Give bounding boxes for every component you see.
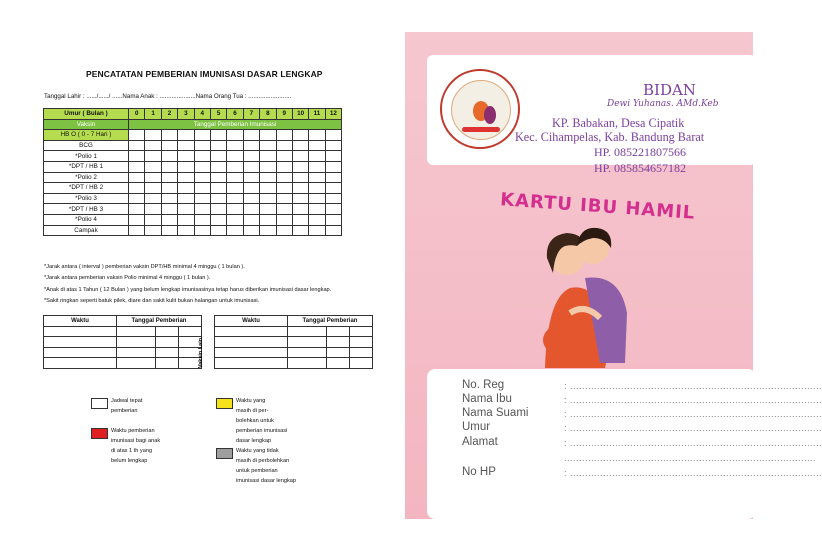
vaccine-name: Campak xyxy=(44,225,129,236)
entry-cell[interactable] xyxy=(117,347,156,358)
vaccine-row xyxy=(44,151,342,162)
entry-cell[interactable] xyxy=(288,358,327,369)
date-cell[interactable] xyxy=(292,151,308,162)
waktu-header: Waktu xyxy=(44,316,117,327)
form-field-line[interactable]: : .................................................................................... xyxy=(564,409,822,419)
address-line-2: Kec. Cihampelas, Kab. Bandung Barat xyxy=(515,130,705,144)
date-cell[interactable] xyxy=(243,130,259,141)
date-cell[interactable] xyxy=(129,225,145,236)
date-cell[interactable] xyxy=(129,151,145,162)
form-field-line[interactable]: .................................................................................... xyxy=(564,453,817,463)
vaccine-name: *Polio 1 xyxy=(44,151,129,162)
vaccine-row xyxy=(44,214,342,225)
date-cell[interactable] xyxy=(194,204,210,215)
date-cell[interactable] xyxy=(161,225,177,236)
waktu-header: Waktu xyxy=(215,316,288,327)
date-cell[interactable] xyxy=(260,151,276,162)
date-cell[interactable] xyxy=(178,214,194,225)
month-header-4: 4 xyxy=(194,109,210,120)
date-cell[interactable] xyxy=(227,225,243,236)
date-cell[interactable] xyxy=(243,140,259,151)
entry-cell[interactable] xyxy=(44,358,117,369)
date-cell[interactable] xyxy=(227,161,243,172)
child-info-fields: Tanggal Lahir : ....../....../ ......Nama Anak : .....................Nama Orang Tua : ......................... xyxy=(44,93,292,100)
card-title: KARTU IBU HAMIL xyxy=(499,189,696,224)
notes-list xyxy=(44,262,331,307)
note-item: *Jarak antara pemberian vaksin Polio minimal 4 minggu ( 1 bulan ). xyxy=(44,275,211,282)
entry-cell[interactable] xyxy=(350,326,373,337)
date-cell[interactable] xyxy=(325,214,341,225)
date-cell[interactable] xyxy=(210,193,226,204)
date-cell[interactable] xyxy=(227,204,243,215)
date-cell[interactable] xyxy=(227,140,243,151)
vaccine-row xyxy=(44,183,342,194)
date-cell[interactable] xyxy=(309,183,325,194)
entry-cell[interactable] xyxy=(350,347,373,358)
vaccine-row xyxy=(44,140,342,151)
month-header-12: 12 xyxy=(325,109,341,120)
date-cell[interactable] xyxy=(227,151,243,162)
note-item: *Jarak antara ( interval ) pemberian vaksin DPT/HB minimal 4 minggu ( 1 bulan ). xyxy=(44,264,245,270)
date-cell[interactable] xyxy=(292,193,308,204)
entry-cell[interactable] xyxy=(215,337,288,348)
date-cell[interactable] xyxy=(325,225,341,236)
date-cell[interactable] xyxy=(194,193,210,204)
date-cell[interactable] xyxy=(210,161,226,172)
date-cell[interactable] xyxy=(129,214,145,225)
form-label: Umur xyxy=(462,421,491,433)
date-cell[interactable] xyxy=(145,193,161,204)
bidan-title: BIDAN xyxy=(643,81,696,99)
date-cell[interactable] xyxy=(260,172,276,183)
entry-cell[interactable] xyxy=(288,337,327,348)
month-header-0: 0 xyxy=(129,109,145,120)
vaccine-row xyxy=(44,204,342,215)
vaccine-name: *Polio 2 xyxy=(44,172,129,183)
date-cell[interactable] xyxy=(260,193,276,204)
date-cell[interactable] xyxy=(161,161,177,172)
date-cell[interactable] xyxy=(210,140,226,151)
date-cell[interactable] xyxy=(243,214,259,225)
date-cell[interactable] xyxy=(325,172,341,183)
date-cell[interactable] xyxy=(145,183,161,194)
date-cell[interactable] xyxy=(309,151,325,162)
date-cell[interactable] xyxy=(325,161,341,172)
form-label: No. Reg xyxy=(462,379,505,391)
entry-cell[interactable] xyxy=(117,358,156,369)
entry-cell[interactable] xyxy=(327,358,350,369)
other-vaccine-table-right xyxy=(214,315,373,369)
date-cell[interactable] xyxy=(260,161,276,172)
month-header-6: 6 xyxy=(227,109,243,120)
vaccine-row xyxy=(44,225,342,236)
legend-label: Waktu yang tidak masih di perbolehkan untuk pemberian imunisasi dasar lengkap xyxy=(236,448,297,484)
legend-swatch xyxy=(216,448,233,459)
date-cell[interactable] xyxy=(161,214,177,225)
date-cell[interactable] xyxy=(145,140,161,151)
date-cell[interactable] xyxy=(129,140,145,151)
date-cell[interactable] xyxy=(194,183,210,194)
date-cell[interactable] xyxy=(129,193,145,204)
entry-cell[interactable] xyxy=(327,347,350,358)
immunization-record-page xyxy=(0,0,405,543)
couple-illustration xyxy=(525,218,635,363)
date-cell[interactable] xyxy=(178,193,194,204)
table-row xyxy=(44,326,202,337)
form-label: No HP xyxy=(462,466,496,478)
form-label: Nama Ibu xyxy=(462,393,512,405)
date-cell[interactable] xyxy=(309,225,325,236)
date-cell[interactable] xyxy=(292,130,308,141)
month-header-11: 11 xyxy=(309,109,325,120)
entry-cell[interactable] xyxy=(156,358,179,369)
entry-cell[interactable] xyxy=(156,347,179,358)
date-cell[interactable] xyxy=(194,151,210,162)
date-cell[interactable] xyxy=(227,183,243,194)
vaccine-row xyxy=(44,130,342,141)
date-cell[interactable] xyxy=(243,225,259,236)
date-cell[interactable] xyxy=(178,225,194,236)
date-cell[interactable] xyxy=(210,130,226,141)
date-cell[interactable] xyxy=(325,204,341,215)
date-cell[interactable] xyxy=(161,140,177,151)
midwife-name: Dewi Yuhanas. AMd.Keb xyxy=(607,99,719,109)
date-cell[interactable] xyxy=(145,204,161,215)
date-cell[interactable] xyxy=(292,214,308,225)
date-cell[interactable] xyxy=(292,161,308,172)
vaccine-row xyxy=(44,161,342,172)
phone-2: HP. 085854657182 xyxy=(594,161,687,175)
date-cell[interactable] xyxy=(276,225,292,236)
date-cell[interactable] xyxy=(161,183,177,194)
form-field-line[interactable]: : .................................................................................... xyxy=(564,395,822,405)
form-label: Alamat xyxy=(462,436,498,448)
date-cell[interactable] xyxy=(276,130,292,141)
immunization-table xyxy=(43,108,342,236)
date-cell[interactable] xyxy=(145,130,161,141)
legend-label: Waktu yang masih di per- bolehkan untuk pemberian imunisasi dasar lengkap xyxy=(236,398,288,444)
address-line-1: KP. Babakan, Desa Cipatik xyxy=(552,116,685,130)
date-cell[interactable] xyxy=(292,183,308,194)
date-cell[interactable] xyxy=(178,172,194,183)
date-cell[interactable] xyxy=(194,225,210,236)
date-cell[interactable] xyxy=(129,130,145,141)
entry-cell[interactable] xyxy=(117,326,156,337)
entry-cell[interactable] xyxy=(44,347,117,358)
entry-cell[interactable] xyxy=(156,326,179,337)
table-row xyxy=(44,358,202,369)
date-cell[interactable] xyxy=(161,172,177,183)
date-cell[interactable] xyxy=(309,161,325,172)
date-cell[interactable] xyxy=(194,140,210,151)
vaccine-name: *Polio 4 xyxy=(44,214,129,225)
date-cell[interactable] xyxy=(325,151,341,162)
date-cell[interactable] xyxy=(325,183,341,194)
vaccine-row xyxy=(44,193,342,204)
date-cell[interactable] xyxy=(243,183,259,194)
entry-cell[interactable] xyxy=(350,358,373,369)
entry-cell[interactable] xyxy=(350,337,373,348)
date-cell[interactable] xyxy=(210,183,226,194)
date-cell[interactable] xyxy=(260,214,276,225)
date-cell[interactable] xyxy=(210,172,226,183)
date-cell[interactable] xyxy=(309,214,325,225)
date-cell[interactable] xyxy=(309,204,325,215)
date-cell[interactable] xyxy=(194,161,210,172)
date-cell[interactable] xyxy=(194,214,210,225)
form-field-line[interactable]: : .................................................................................... xyxy=(564,381,822,391)
pregnancy-card-cover xyxy=(405,32,822,519)
date-cell[interactable] xyxy=(178,161,194,172)
date-cell[interactable] xyxy=(325,193,341,204)
vaccine-header: Vaksin xyxy=(44,119,129,130)
form-label: Nama Suami xyxy=(462,407,529,419)
age-header: Umur ( Bulan ) xyxy=(44,109,129,120)
date-cell[interactable] xyxy=(227,193,243,204)
date-cell[interactable] xyxy=(276,204,292,215)
vaccine-name: *DPT / HB 2 xyxy=(44,183,129,194)
date-cell[interactable] xyxy=(227,214,243,225)
date-cell[interactable] xyxy=(145,225,161,236)
date-cell[interactable] xyxy=(243,172,259,183)
date-cell[interactable] xyxy=(260,225,276,236)
entry-cell[interactable] xyxy=(215,326,288,337)
date-cell[interactable] xyxy=(276,214,292,225)
entry-cell[interactable] xyxy=(215,347,288,358)
table-row xyxy=(215,358,373,369)
other-vaccine-table-left xyxy=(43,315,202,369)
date-header: Tanggal Pemberian Imunisasi xyxy=(129,119,342,130)
date-cell[interactable] xyxy=(243,151,259,162)
date-cell[interactable] xyxy=(260,183,276,194)
date-cell[interactable] xyxy=(276,151,292,162)
legend-swatch xyxy=(91,428,108,439)
table-row xyxy=(44,347,202,358)
date-cell[interactable] xyxy=(243,204,259,215)
entry-cell[interactable] xyxy=(327,337,350,348)
date-cell[interactable] xyxy=(210,151,226,162)
month-header-8: 8 xyxy=(260,109,276,120)
date-cell[interactable] xyxy=(292,225,308,236)
month-header-2: 2 xyxy=(161,109,177,120)
vaccine-name: *DPT / HB 1 xyxy=(44,161,129,172)
month-header-10: 10 xyxy=(292,109,308,120)
date-cell[interactable] xyxy=(145,172,161,183)
legend-swatch xyxy=(91,398,108,409)
form-field-line[interactable]: : .................................................................................... xyxy=(564,423,822,433)
date-cell[interactable] xyxy=(276,183,292,194)
date-cell[interactable] xyxy=(129,172,145,183)
date-cell[interactable] xyxy=(276,193,292,204)
entry-cell[interactable] xyxy=(327,326,350,337)
record-title: PENCATATAN PEMBERIAN IMUNISASI DASAR LENGKAP xyxy=(86,69,323,79)
date-cell[interactable] xyxy=(260,140,276,151)
table-row xyxy=(215,326,373,337)
month-header-5: 5 xyxy=(210,109,226,120)
legend-label: Jadwal tepat pemberian xyxy=(111,398,143,414)
date-cell[interactable] xyxy=(161,204,177,215)
vaccine-name: BCG xyxy=(44,140,129,151)
month-header-7: 7 xyxy=(243,109,259,120)
date-cell[interactable] xyxy=(129,161,145,172)
vaccine-name: *DPT / HB 3 xyxy=(44,204,129,215)
date-cell[interactable] xyxy=(178,204,194,215)
month-header-3: 3 xyxy=(178,109,194,120)
note-item: *Anak di atas 1 Tahun ( 12 Bulan ) yang belum lengkap imunisasinya tetap harus diberikan imunisasi dasar lengkap. xyxy=(44,286,332,293)
entry-cell[interactable] xyxy=(156,337,179,348)
vaksin-lain-label: Vaksin Lain xyxy=(198,337,205,369)
date-cell[interactable] xyxy=(210,204,226,215)
table-row xyxy=(215,347,373,358)
date-cell[interactable] xyxy=(309,140,325,151)
month-header-1: 1 xyxy=(145,109,161,120)
date-cell[interactable] xyxy=(292,140,308,151)
date-cell[interactable] xyxy=(161,151,177,162)
entry-cell[interactable] xyxy=(44,337,117,348)
legend-label: Waktu pemberian imunisasi bagi anak di atas 1 th yang belum lengkap xyxy=(111,428,161,464)
tanggal-header: Tanggal Pemberian xyxy=(288,316,373,327)
date-cell[interactable] xyxy=(276,161,292,172)
month-header-9: 9 xyxy=(276,109,292,120)
entry-cell[interactable] xyxy=(179,326,202,337)
date-cell[interactable] xyxy=(210,225,226,236)
entry-cell[interactable] xyxy=(288,326,327,337)
date-cell[interactable] xyxy=(178,183,194,194)
mother-info-form xyxy=(427,369,822,519)
date-cell[interactable] xyxy=(227,172,243,183)
table-row xyxy=(215,337,373,348)
date-cell[interactable] xyxy=(145,151,161,162)
entry-cell[interactable] xyxy=(44,326,117,337)
date-cell[interactable] xyxy=(145,214,161,225)
midwife-association-logo xyxy=(440,69,520,149)
note-item: *Sakit ringkan seperti batuk pilek, diare dan sakit kulit bukan halangan untuk imunisasi. xyxy=(44,297,260,304)
date-cell[interactable] xyxy=(260,204,276,215)
date-cell[interactable] xyxy=(129,183,145,194)
date-cell[interactable] xyxy=(276,172,292,183)
date-cell[interactable] xyxy=(309,172,325,183)
table-row xyxy=(44,337,202,348)
date-cell[interactable] xyxy=(292,204,308,215)
date-cell[interactable] xyxy=(243,161,259,172)
date-cell[interactable] xyxy=(145,161,161,172)
tanggal-header: Tanggal Pemberian xyxy=(117,316,202,327)
date-cell[interactable] xyxy=(243,193,259,204)
date-cell[interactable] xyxy=(292,172,308,183)
legend-swatch xyxy=(216,398,233,409)
entry-cell[interactable] xyxy=(215,358,288,369)
date-cell[interactable] xyxy=(276,140,292,151)
date-cell[interactable] xyxy=(178,130,194,141)
date-cell[interactable] xyxy=(194,172,210,183)
date-cell[interactable] xyxy=(325,140,341,151)
vaccine-row xyxy=(44,172,342,183)
date-cell[interactable] xyxy=(309,130,325,141)
date-cell[interactable] xyxy=(161,193,177,204)
date-cell[interactable] xyxy=(227,130,243,141)
vaccine-name: HB O ( 0 - 7 Hari ) xyxy=(44,130,129,141)
date-cell[interactable] xyxy=(260,130,276,141)
date-cell[interactable] xyxy=(161,130,177,141)
date-cell[interactable] xyxy=(178,151,194,162)
form-field-line[interactable]: : .................................................................................... xyxy=(564,468,822,478)
date-cell[interactable] xyxy=(194,130,210,141)
entry-cell[interactable] xyxy=(117,337,156,348)
entry-cell[interactable] xyxy=(288,347,327,358)
vaccine-name: *Polio 3 xyxy=(44,193,129,204)
date-cell[interactable] xyxy=(129,204,145,215)
date-cell[interactable] xyxy=(178,140,194,151)
phone-1: HP. 085221807566 xyxy=(594,145,687,159)
form-field-line[interactable]: : .................................................................................... xyxy=(564,438,822,448)
date-cell[interactable] xyxy=(325,130,341,141)
date-cell[interactable] xyxy=(210,214,226,225)
date-cell[interactable] xyxy=(309,193,325,204)
midwife-info-card xyxy=(427,55,756,175)
